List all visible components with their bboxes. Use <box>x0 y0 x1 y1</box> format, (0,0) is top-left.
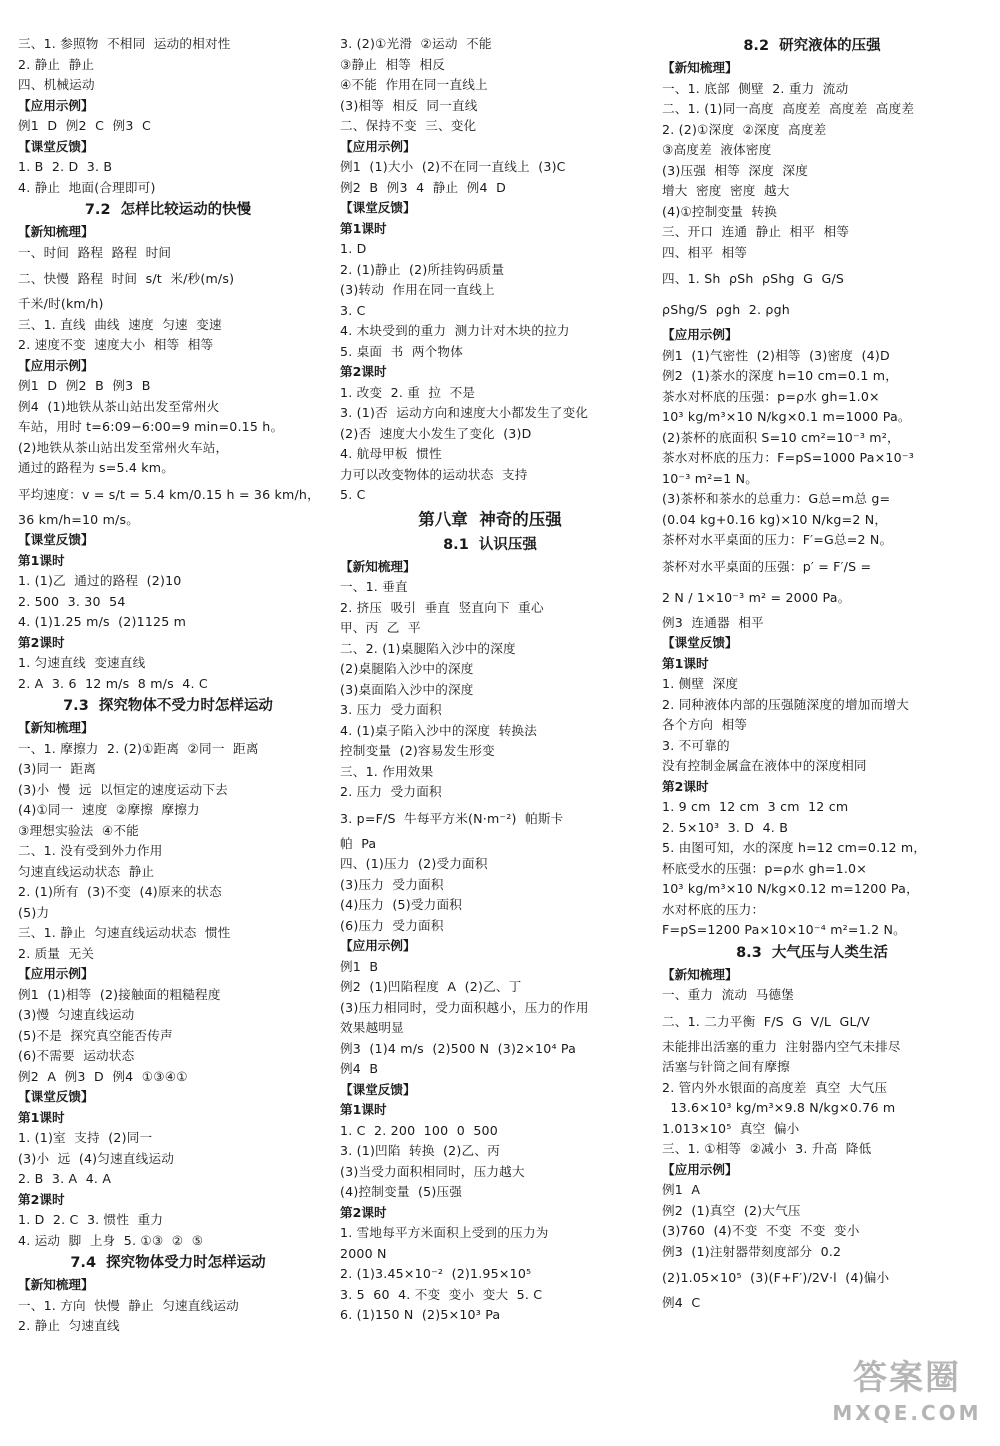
answer-line: (2)桌腿陷入沙中的深度 <box>340 661 474 676</box>
section-heading: 8.1 认识压强 <box>443 536 537 553</box>
answer-line: 1. 侧壁 深度 <box>662 676 739 691</box>
answer-line: 例2 B 例3 4 静止 例4 D <box>340 179 506 195</box>
answer-line: 例1 D 例2 C 例3 C <box>18 118 151 133</box>
answer-line: (0.04 kg+0.16 kg)×10 N/kg=2 N， <box>662 511 888 527</box>
answer-line: 一、1. 垂直 <box>340 579 408 594</box>
answer-line: (2)地铁从茶山站出发至常州火车站， <box>18 439 229 455</box>
answer-line: (3)760 (4)不变 不变 不变 变小 <box>662 1223 860 1238</box>
answer-line: 例3 (1)4 m/s (2)500 N (3)2×10⁴ Pa <box>340 1040 577 1056</box>
answer-line: 3. p=F/S 牛每平方米(N·m⁻²) 帕斯卡 <box>340 810 564 826</box>
answer-line: (3)桌面陷入沙中的深度 <box>340 681 474 697</box>
answer-line: 例4 B <box>340 1061 379 1076</box>
answer-line: (2)1.05×10⁵ (3)(F+F′)/2V·l (4)偏小 <box>662 1270 890 1285</box>
answer-line: (6)压力 受力面积 <box>340 917 444 933</box>
answer-line: 帕 Pa <box>340 835 377 851</box>
answer-line: 2. 管内外水银面的高度差 真空 大气压 <box>662 1079 888 1095</box>
section-tag: 【新知梳理】 <box>662 966 738 982</box>
answer-line: 2. (1)静止 (2)所挂钩码质量 <box>340 261 505 277</box>
answer-line: 例3 (1)注射器带刻度部分 0.2 <box>662 1243 842 1259</box>
section-heading: 8.2 研究液体的压强 <box>743 38 881 54</box>
answer-line: 例1 (1)大小 (2)不在同一直线上 (3)C <box>340 159 566 174</box>
section-tag: 【新知梳理】 <box>662 60 738 75</box>
section-tag: 【课堂反馈】 <box>18 1089 94 1104</box>
answer-line: 一、1. 摩擦力 2. (2)①距离 ②同一 距离 <box>18 740 259 756</box>
answer-line: (4)控制变量 (5)压强 <box>340 1184 463 1199</box>
section-tag: 第1课时 <box>340 1102 387 1117</box>
answer-line: 一、1. 底部 侧壁 2. 重力 流动 <box>662 80 849 96</box>
answer-line: 通过的路程为 s=5.4 km。 <box>18 460 175 475</box>
section-tag: 第1课时 <box>18 1109 65 1125</box>
answer-line: ③高度差 液体密度 <box>662 142 772 157</box>
answer-line: 2. (1)所有 (3)不变 (4)原来的状态 <box>18 884 222 899</box>
answer-line: 例1 A <box>662 1182 701 1197</box>
answer-line: (2)茶杯的底面积 S=10 cm²=10⁻³ m²， <box>662 429 900 445</box>
answer-line: 例4 C <box>662 1295 701 1310</box>
answer-line: 5. C <box>340 487 366 502</box>
section-tag: 【课堂反馈】 <box>662 635 738 650</box>
answer-line: 效果越明显 <box>340 1020 404 1035</box>
answer-line: 增大 密度 密度 越大 <box>662 183 790 198</box>
answer-line: 1. 雪地每平方米面积上受到的压力为 <box>340 1225 549 1240</box>
answer-line: (4)①同一 速度 ②摩擦 摩擦力 <box>18 802 200 817</box>
section-tag: 【课堂反馈】 <box>18 138 94 154</box>
answer-line: 车站，用时 t=6:09−6:00=9 min=0.15 h。 <box>18 419 284 434</box>
answer-line: 各个方向 相等 <box>662 717 748 732</box>
answer-line: 三、1. 直线 曲线 速度 匀速 变速 <box>18 316 222 332</box>
answer-line: 四、相平 相等 <box>662 244 748 260</box>
answer-line: 平均速度：v = s/t = 5.4 km/0.15 h = 36 km/h， <box>18 486 320 502</box>
answer-line: 2. 5×10³ 3. D 4. B <box>662 819 789 835</box>
answer-line: 2. 静止 静止 <box>18 56 95 72</box>
answer-line: 茶水对杯底的压力：F=pS=1000 Pa×10⁻³ <box>662 450 914 465</box>
answer-line: (3)压力相同时，受力面积越小，压力的作用 <box>340 999 589 1015</box>
answer-line: 例2 A 例3 D 例4 ①③④① <box>18 1068 188 1084</box>
answer-line: F=pS=1200 Pa×10×10⁻⁴ m²=1.2 N。 <box>662 922 906 937</box>
section-tag: 【新知梳理】 <box>18 1277 94 1292</box>
answer-line: 控制变量 (2)容易发生形变 <box>340 743 495 758</box>
answer-line: (3)同一 距离 <box>18 761 97 776</box>
answer-line: 2000 N <box>340 1245 387 1261</box>
answer-line: 1. D 2. C 3. 惯性 重力 <box>18 1212 164 1227</box>
answer-line: 3. 不可靠的 <box>662 737 730 753</box>
section-tag: 第2课时 <box>340 1204 387 1220</box>
section-tag: 【应用示例】 <box>662 1161 738 1177</box>
answer-line: 1.013×10⁵ 真空 偏小 <box>662 1120 800 1136</box>
answer-line: 1. (1)室 支持 (2)同一 <box>18 1130 153 1145</box>
answer-line: (3)相等 相反 同一直线 <box>340 97 478 113</box>
answer-line: 1. B 2. D 3. B <box>18 159 113 174</box>
answer-line: (5)不是 探究真空能否传声 <box>18 1027 173 1043</box>
section-tag: 【课堂反馈】 <box>340 1081 416 1097</box>
answer-line: 二、1. 没有受到外力作用 <box>18 843 163 858</box>
answer-line: 10⁻³ m²=1 N。 <box>662 470 759 486</box>
section-heading: 8.3 大气压与人类生活 <box>736 944 888 961</box>
answer-column-1 <box>18 34 318 1337</box>
answer-line: (3)小 远 (4)匀速直线运动 <box>18 1150 175 1166</box>
answer-line: (3)茶杯和茶水的总重力：G总=m总 g= <box>662 491 891 506</box>
answer-line: 水对杯底的压力： <box>662 901 765 917</box>
answer-line: 2 N / 1×10⁻³ m² = 2000 Pa。 <box>662 589 851 605</box>
answer-line: 4. (1)1.25 m/s (2)1125 m <box>18 614 187 629</box>
answer-line: 二、2. (1)桌腿陷入沙中的深度 <box>340 640 516 656</box>
section-tag: 【课堂反馈】 <box>18 532 94 547</box>
answer-line: (4)①控制变量 转换 <box>662 203 778 219</box>
answer-line: 2. A 3. 6 12 m/s 8 m/s 4. C <box>18 675 208 691</box>
answer-line: 2. 挤压 吸引 垂直 竖直向下 重心 <box>340 599 544 615</box>
answer-line: 例1 B <box>340 958 379 974</box>
section-tag: 第2课时 <box>662 778 709 794</box>
answer-line: 例2 (1)凹陷程度 A (2)乙、丁 <box>340 979 522 994</box>
answer-line: (3)转动 作用在同一直线上 <box>340 282 495 297</box>
answer-line: 二、1. (1)同一高度 高度差 高度差 高度差 <box>662 101 915 116</box>
answer-line: 36 km/h=10 m/s。 <box>18 511 140 527</box>
answer-line: 二、1. 二力平衡 F/S G V/L GL/V <box>662 1013 870 1029</box>
answer-line: 例2 (1)真空 (2)大气压 <box>662 1202 801 1218</box>
answer-line: 3. C <box>340 302 366 318</box>
answer-line: 1. C 2. 200 100 0 500 <box>340 1122 498 1138</box>
section-tag: 第2课时 <box>18 634 65 650</box>
answer-line: (3)压强 相等 深度 深度 <box>662 162 809 178</box>
watermark-title: 答案圈 <box>853 1358 961 1398</box>
section-tag: 【课堂反馈】 <box>340 200 416 215</box>
section-tag: 第1课时 <box>18 552 65 568</box>
answer-line: 6. (1)150 N (2)5×10³ Pa <box>340 1307 501 1322</box>
answer-line: 2. 同种液体内部的压强随深度的增加而增大 <box>662 696 909 712</box>
section-heading: 第八章 神奇的压强 <box>418 509 562 529</box>
answer-line: 2. 速度不变 速度大小 相等 相等 <box>18 337 214 352</box>
section-heading: 7.3 探究物体不受力时怎样运动 <box>63 698 273 714</box>
answer-line: 2. (2)①深度 ②深度 高度差 <box>662 121 827 137</box>
answer-line: 2. 压力 受力面积 <box>340 784 442 799</box>
answer-line: 1. D <box>340 241 367 256</box>
answer-line: (3)当受力面积相同时，压力越大 <box>340 1163 525 1179</box>
answer-line: 5. 由图可知，水的深度 h=12 cm=0.12 m， <box>662 840 927 855</box>
section-heading: 7.4 探究物体受力时怎样运动 <box>70 1255 266 1271</box>
answer-line: (5)力 <box>18 904 50 920</box>
section-tag: 【新知梳理】 <box>18 720 94 735</box>
answer-line: 三、1. 静止 匀速直线运动状态 惯性 <box>18 925 231 940</box>
answer-line: 2. 质量 无关 <box>18 945 95 961</box>
answer-line: 13.6×10³ kg/m³×9.8 N/kg×0.76 m <box>662 1100 896 1115</box>
answer-line: 10³ kg/m³×10 N/kg×0.1 m=1000 Pa。 <box>662 409 911 424</box>
section-tag: 【应用示例】 <box>18 357 94 373</box>
answer-column-3 <box>662 34 962 1314</box>
answer-line: 3. (1)否 运动方向和速度大小都发生了变化 <box>340 405 589 420</box>
section-tag: 【应用示例】 <box>662 327 738 342</box>
answer-line: 四、机械运动 <box>18 77 95 92</box>
answer-line: 1. (1)乙 通过的路程 (2)10 <box>18 573 182 588</box>
answer-line: 三、1. ①相等 ②减小 3. 升高 降低 <box>662 1141 872 1156</box>
answer-line: 2. B 3. A 4. A <box>18 1171 112 1186</box>
answer-line: 茶杯对水平桌面的压力：F′=G总=2 N。 <box>662 532 893 547</box>
answer-line: 千米/时(km/h) <box>18 296 104 311</box>
answer-line: 杯底受水的压强：p=ρ水 gh=1.0× <box>662 860 867 876</box>
section-tag: 【应用示例】 <box>340 938 416 953</box>
answer-line: 4. 运动 脚 上身 5. ①③ ② ⑤ <box>18 1232 204 1248</box>
answer-line: 茶水对杯底的压强：p=ρ水 gh=1.0× <box>662 388 880 404</box>
answer-line: 例4 (1)地铁从茶山站出发至常州火 <box>18 398 220 414</box>
answer-line: 1. 改变 2. 重 拉 不是 <box>340 384 476 400</box>
section-tag: 【应用示例】 <box>340 138 416 154</box>
answer-line: 例1 (1)气密性 (2)相等 (3)密度 (4)D <box>662 347 890 363</box>
section-tag: 【应用示例】 <box>18 97 94 113</box>
answer-line: 匀速直线运动状态 静止 <box>18 863 155 879</box>
answer-line: 3. (2)①光滑 ②运动 不能 <box>340 36 492 51</box>
section-tag: 第2课时 <box>340 364 387 379</box>
answer-line: ③静止 相等 相反 <box>340 56 446 72</box>
answer-line: 四、(1)压力 (2)受力面积 <box>340 856 488 871</box>
section-tag: 第2课时 <box>18 1191 65 1207</box>
answer-line: 4. 木块受到的重力 测力计对木块的拉力 <box>340 323 570 338</box>
answer-line: 3. 压力 受力面积 <box>340 702 442 717</box>
answer-line: 2. 500 3. 30 54 <box>18 593 126 609</box>
answer-line: 一、重力 流动 马德堡 <box>662 987 794 1002</box>
answer-line: (6)不需要 运动状态 <box>18 1048 135 1063</box>
answer-line: 活塞与针筒之间有摩擦 <box>662 1059 790 1074</box>
answer-line: 3. 5 60 4. 不变 变小 变大 5. C <box>340 1286 543 1302</box>
section-tag: 【应用示例】 <box>18 966 94 981</box>
answer-line: 茶杯对水平桌面的压强：p′ = F′/S = <box>662 558 872 574</box>
section-tag: 【新知梳理】 <box>340 558 416 574</box>
answer-line: 3. (1)凹陷 转换 (2)乙、丙 <box>340 1143 500 1158</box>
watermark-url: MXQE.COM <box>832 1401 982 1425</box>
answer-line: 2. 静止 匀速直线 <box>18 1318 120 1333</box>
answer-line: 未能排出活塞的重力 注射器内空气未排尽 <box>662 1038 901 1054</box>
answer-column-2 <box>340 34 640 1326</box>
answer-line: (2)否 速度大小发生了变化 (3)D <box>340 425 532 441</box>
answer-line: 10³ kg/m³×10 N/kg×0.12 m=1200 Pa， <box>662 881 919 896</box>
answer-line: 一、1. 方向 快慢 静止 匀速直线运动 <box>18 1297 239 1313</box>
answer-line: ③理想实验法 ④不能 <box>18 822 139 838</box>
answer-line: 四、1. Sh ρSh ρShg G G/S <box>662 271 845 286</box>
section-tag: 第1课时 <box>662 655 709 671</box>
answer-line: 二、保持不变 三、变化 <box>340 118 477 133</box>
answer-line: ④不能 作用在同一直线上 <box>340 77 488 92</box>
answer-line: 例3 连通器 相平 <box>662 614 764 630</box>
answer-line: 5. 桌面 书 两个物体 <box>340 343 463 359</box>
answer-line: ρShg/S ρgh 2. ρgh <box>662 302 790 317</box>
section-tag: 【新知梳理】 <box>18 224 94 239</box>
answer-line: 例2 (1)茶水的深度 h=10 cm=0.1 m， <box>662 368 899 383</box>
answer-line: 4. (1)桌子陷入沙中的深度 转换法 <box>340 722 537 738</box>
answer-line: 三、1. 作用效果 <box>340 763 434 779</box>
answer-line: (3)慢 匀速直线运动 <box>18 1007 135 1022</box>
answer-line: 2. (1)3.45×10⁻² (2)1.95×10⁵ <box>340 1266 532 1281</box>
answer-line: (3)压力 受力面积 <box>340 876 444 892</box>
answer-line: 没有控制金属盒在液体中的深度相同 <box>662 758 867 773</box>
answer-line: 三、1. 参照物 不相同 运动的相对性 <box>18 36 231 51</box>
answer-line: 三、开口 连通 静止 相平 相等 <box>662 224 850 239</box>
answer-line: 例1 (1)相等 (2)接触面的粗糙程度 <box>18 986 221 1002</box>
answer-line: 1. 匀速直线 变速直线 <box>18 655 146 670</box>
answer-line: 4. 静止 地面(合理即可) <box>18 179 156 195</box>
answer-line: 一、时间 路程 路程 时间 <box>18 244 172 260</box>
answer-line: (3)小 慢 远 以恒定的速度运动下去 <box>18 781 228 797</box>
answer-line: (4)压力 (5)受力面积 <box>340 897 463 912</box>
answer-line: 力可以改变物体的运动状态 支持 <box>340 466 528 482</box>
section-heading: 7.2 怎样比较运动的快慢 <box>84 202 252 218</box>
answer-line: 二、快慢 路程 时间 s/t 米/秒(m/s) <box>18 271 235 286</box>
watermark-logo <box>822 1356 992 1436</box>
answer-line: 例1 D 例2 B 例3 B <box>18 378 151 393</box>
answer-line: 4. 航母甲板 惯性 <box>340 446 442 461</box>
section-tag: 第1课时 <box>340 220 387 236</box>
answer-line: 甲、丙 乙 平 <box>340 620 421 635</box>
answer-line: 1. 9 cm 12 cm 3 cm 12 cm <box>662 799 849 814</box>
